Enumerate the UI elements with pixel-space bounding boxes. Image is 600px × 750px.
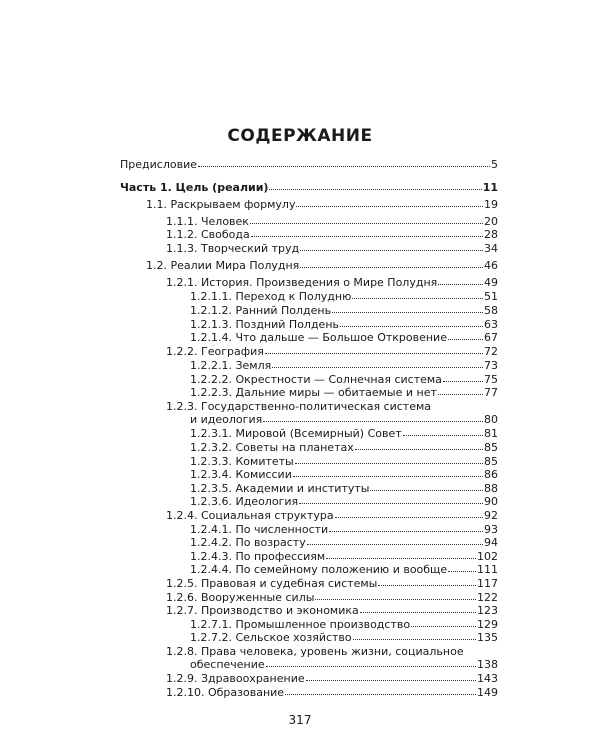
toc-entry-page: 28 [484,228,498,241]
dot-leader [299,500,483,504]
toc-entry-page: 102 [477,550,498,563]
toc-entry-page: 94 [484,536,498,549]
toc-entry[interactable] [190,618,498,631]
dot-leader [263,418,483,422]
toc-entry-page: 81 [484,427,498,440]
toc-entry-page: 93 [484,523,498,536]
toc-entry-page: 58 [484,304,498,317]
toc-entry[interactable] [146,198,498,211]
toc-entry-title: 1.1.2. Свобода [166,228,250,241]
toc-entry-title: 1.2.3.1. Мировой (Всемирный) Совет [190,427,402,440]
dot-leader [352,295,483,299]
toc-entry-page: 77 [484,386,498,399]
dot-leader [198,163,490,167]
toc-entry-page: 122 [477,591,498,604]
toc-entry-title: 1.2.4.3. По профессиям [190,550,326,563]
dot-leader [378,582,476,586]
toc-entry[interactable] [190,482,498,495]
toc-entry-title: 1.2.9. Здравоохранение [166,672,305,685]
toc-entry-page: 63 [484,318,498,331]
toc-entry-page: 88 [484,482,498,495]
dot-leader [332,309,483,313]
toc-entry-title: 1.2.4.4. По семейному положению и вообще [190,563,448,576]
toc-entry-page: 34 [484,242,498,255]
toc-entry-title: 1.2.2.1. Земля [190,359,272,372]
toc-entry-title: 1.2.1.1. Переход к Полудню [190,290,352,303]
toc-entry[interactable] [190,455,498,468]
dot-leader [293,473,483,477]
toc-entry[interactable] [166,276,498,289]
dot-leader [355,446,483,450]
toc-entry-page: 117 [477,577,498,590]
dot-leader [250,220,483,224]
toc-entry[interactable] [166,400,498,426]
dot-leader [403,432,483,436]
toc-entry[interactable] [190,563,498,576]
toc-entry-page: 86 [484,468,498,481]
toc-entry-page: 72 [484,345,498,358]
toc-entry-title: 1.2.3.5. Академии и институты [190,482,370,495]
toc-entry-page: 123 [477,604,498,617]
toc-entry-title: Предисловие [120,158,197,171]
dot-leader [251,233,483,237]
toc-entry-title: 1.2.4.1. По численности [190,523,329,536]
toc-entry[interactable] [190,495,498,508]
toc-entry[interactable] [166,577,498,590]
toc-entry[interactable] [146,259,498,272]
toc-entry[interactable] [190,331,498,344]
toc-entry-title: 1.2.3.6. Идеология [190,495,299,508]
dot-leader [315,596,476,600]
toc-entry[interactable] [166,604,498,617]
toc-entry-page: 11 [482,181,498,194]
dot-leader [266,663,476,667]
dot-leader [353,636,476,640]
toc-entry-page: 5 [491,158,498,171]
toc-entry[interactable] [190,441,498,454]
dot-leader [296,203,483,207]
toc-entry-title: 1.2.7. Производство и экономика [166,604,359,617]
toc-entry[interactable] [190,468,498,481]
toc-entry-title: 1.2.3.4. Комиссии [190,468,292,481]
dot-leader [335,514,483,518]
toc-entry[interactable] [190,631,498,644]
toc-entry-page: 73 [484,359,498,372]
toc-entry-page: 19 [484,198,498,211]
dot-leader [300,247,483,251]
toc-entry-title: 1.2.4. Социальная структура [166,509,334,522]
dot-leader [448,336,483,340]
toc-entry[interactable] [166,509,498,522]
toc-entry[interactable] [166,228,498,241]
toc-entry-page: 51 [484,290,498,303]
toc-entry[interactable] [190,318,498,331]
toc-entry[interactable] [190,386,498,399]
dot-leader [285,691,476,695]
dot-leader [438,391,483,395]
toc-entry-page: 149 [477,686,498,699]
dot-leader [295,460,483,464]
toc-entry[interactable] [120,158,498,171]
toc-entry[interactable] [190,290,498,303]
toc-entry-title: 1.2.7.1. Промышленное производство [190,618,411,631]
toc-entry[interactable] [166,645,498,671]
toc-entry[interactable] [190,359,498,372]
dot-leader [340,323,483,327]
toc-entry[interactable] [166,591,498,604]
dot-leader [326,555,476,559]
toc-entry-title: 1.2.1.2. Ранний Полдень [190,304,332,317]
dot-leader [438,281,483,285]
toc-entry-title: 1.1. Раскрываем формулу [146,198,296,211]
toc-entry-page: 143 [477,672,498,685]
toc-entry-page: 85 [484,441,498,454]
toc-entry-title: 1.2.6. Вооруженные силы [166,591,315,604]
toc-entry-page: 90 [484,495,498,508]
toc-entry-title-continuation: обеспечение [190,658,265,671]
dot-leader [443,378,483,382]
toc-entry-title: 1.2.1. История. Произведения о Мире Полудня [166,276,438,289]
page-number: 317 [288,713,312,727]
toc-entry-page: 129 [477,618,498,631]
toc-entry-page: 111 [477,563,498,576]
toc-entry-title: 1.2.3.2. Советы на планетах [190,441,354,454]
dot-leader [360,609,476,613]
toc-entry-title: 1.2.2.2. Окрестности — Солнечная система [190,373,442,386]
page-title: СОДЕРЖАНИЕ [227,126,373,146]
dot-leader [329,528,483,532]
toc-entry-title: Часть 1. Цель (реалии) [120,181,269,194]
dot-leader [306,677,476,681]
toc-entry[interactable] [166,686,498,699]
toc-entry-title-continuation: и идеология [190,413,263,426]
toc-entry-title: 1.2.4.2. По возрасту [190,536,306,549]
toc-entry-page: 85 [484,455,498,468]
dot-leader [448,568,476,572]
toc-entry-page: 92 [484,509,498,522]
toc-entry-page: 135 [477,631,498,644]
toc-entry-title: 1.2.1.4. Что дальше — Большое Откровение [190,331,447,344]
toc-entry-page: 20 [484,215,498,228]
dot-leader [300,264,483,268]
dot-leader [265,350,483,354]
toc-entry-title: 1.2.3. Государственно-политическая система [166,400,432,413]
toc-entry-page: 80 [484,413,498,426]
toc-entry-title: 1.2.8. Права человека, уровень жизни, социальное [166,645,464,658]
toc-entry-title: 1.2.3.3. Комитеты [190,455,294,468]
toc-entry[interactable] [166,672,498,685]
toc-entry-title: 1.2.2. География [166,345,264,358]
toc-entry-page: 138 [477,658,498,671]
toc-entry[interactable] [190,304,498,317]
toc-entry[interactable] [166,242,498,255]
toc-entry-title: 1.2. Реалии Мира Полудня [146,259,300,272]
toc-entry-part[interactable] [120,181,498,194]
toc-entry[interactable] [190,373,498,386]
toc-entry-title: 1.2.2.3. Дальние миры — обитаемые и нет [190,386,437,399]
toc-entry-title: 1.2.7.2. Сельское хозяйство [190,631,352,644]
toc-entry[interactable] [166,345,498,358]
toc-entry[interactable] [190,550,498,563]
toc-entry[interactable] [166,215,498,228]
toc-entry-title: 1.2.1.3. Поздний Полдень [190,318,339,331]
toc-entry-page: 75 [484,373,498,386]
toc-entry[interactable] [190,523,498,536]
toc-entry[interactable] [190,427,498,440]
dot-leader [272,364,483,368]
dot-leader [370,487,483,491]
toc-entry-title: 1.1.3. Творческий труд [166,242,300,255]
toc-entry-page: 46 [484,259,498,272]
dot-leader [269,186,481,190]
dot-leader [307,541,483,545]
toc-entry-title: 1.1.1. Человек [166,215,249,228]
toc-entry-page: 67 [484,331,498,344]
toc-entry-page: 49 [484,276,498,289]
dot-leader [411,623,476,627]
toc-entry-title: 1.2.5. Правовая и судебная системы [166,577,378,590]
toc-entry[interactable] [190,536,498,549]
toc-entry-title: 1.2.10. Образование [166,686,285,699]
